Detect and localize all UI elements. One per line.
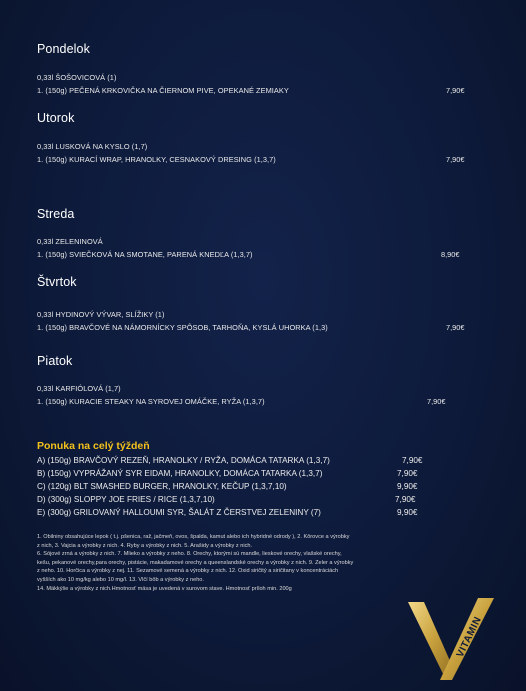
soup-line: 0,33l ŠOŠOVICOVÁ (1)	[37, 73, 117, 82]
allergens-line: 14. Mäkkýše a výrobky z nich.Hmotnosť mäsa je uvedená v surovom stave. Hmotnosť príloh min. 200g	[37, 585, 292, 592]
weekly-item: A) (150g) BRAVČOVÝ REZEŇ, HRANOLKY / RYŽA, DOMÁCA TATARKA (1,3,7)	[37, 456, 330, 465]
price: 7,90€	[446, 155, 465, 164]
weekly-item: D) (300g) SLOPPY JOE FRIES / RICE (1,3,7,10)	[37, 495, 215, 504]
weekly-item-price: 7,90€	[397, 469, 418, 478]
price: 7,90€	[427, 397, 446, 406]
weekly-item: E) (300g) GRILOVANÝ HALLOUMI SYR, ŠALÁT Z ČERSTVEJ ZELENINY (7)	[37, 508, 321, 517]
weekly-item-price: 9,90€	[397, 508, 418, 517]
main-dish-line: 1. (150g) SVIEČKOVÁ NA SMOTANE, PARENÁ KNEDĽA (1,3,7)	[37, 250, 253, 259]
main-dish-line: 1. (150g) KURACIE STEAKY NA SYROVEJ OMÁČKE, RYŽA (1,3,7)	[37, 397, 265, 406]
weekly-item-price: 7,90€	[402, 456, 423, 465]
day-title: Streda	[37, 207, 75, 221]
allergens-line: 6. Sójové zrná a výrobky z nich. 7. Mlieko a výrobky z neho. 8. Orechy, ktorými sú mandle, lieskové orechy, vlašské orechy,	[37, 551, 342, 558]
allergens-line: 1. Obilniny obsahujúce lepok ( t.j. pšenica, raž, jačmeň, ovos, špalda, kamut alebo ich hybridné odrody ), 2. Kôrovce a výrobky	[37, 534, 350, 540]
allergens-legend	[37, 533, 437, 593]
main-dish-line: 1. (150g) BRAVČOVÉ NA NÁMORNÍCKY SPÔSOB, TARHOŇA, KYSLÁ UHORKA (1,3)	[37, 323, 328, 332]
main-dish-line: 1. (150g) KURACÍ WRAP, HRANOLKY, CESNAKOVÝ DRESING (1,3,7)	[37, 155, 276, 164]
day-title: Utorok	[37, 111, 75, 125]
day-title: Štvrtok	[37, 275, 77, 289]
soup-line: 0,33l KARFIÓLOVÁ (1,7)	[37, 384, 121, 393]
day-title: Piatok	[37, 354, 73, 368]
weekly-item: B) (150g) VYPRÁŽANÝ SYR EIDAM, HRANOLKY, DOMÁCA TATARKA (1,3,7)	[37, 469, 323, 478]
allergens-line: z neho. 10. Horčica a výrobky z nej. 11. Sezamové semená a výrobky z nich. 12. Oxid siričitý a siričitany v koncentráciách	[37, 568, 339, 575]
allergens-line: vyšších ako 10 mg/kg alebo 10 mg/l. 13. Vlčí bôb a výrobky z neho.	[37, 576, 204, 583]
weekly-item: C) (120g) BLT SMASHED BURGER, HRANOLKY, KEČUP (1,3,7,10)	[37, 482, 287, 491]
allergens-line: z nich, 3. Vajcia a výrobky z nich. 4. Ryby a výrobky z nich. 5. Arašidy a výrobky z nich.	[37, 542, 253, 549]
weekly-offer-title: Ponuka na celý týždeň	[37, 440, 150, 452]
price: 7,90€	[446, 86, 465, 95]
weekly-item-price: 7,90€	[395, 495, 416, 504]
soup-line: 0,33l HYDINOVÝ VÝVAR, SLÍŽIKY (1)	[37, 310, 165, 319]
vitamin-logo	[406, 596, 498, 682]
day-title: Pondelok	[37, 42, 90, 56]
logo-wordmark: VITAMIN	[454, 615, 484, 660]
soup-line: 0,33l LUSKOVÁ NA KYSLO (1,7)	[37, 142, 148, 151]
allergens-line: kešu, pekanové orechy,para orechy, pistácie, makadamové orechy a queenslandské orechy a výrobky z nich. 9. Zeler a výrobky	[37, 559, 354, 566]
price: 7,90€	[446, 323, 465, 332]
main-dish-line: 1. (150g) PEČENÁ KRKOVIČKA NA ČIERNOM PIVE, OPEKANÉ ZEMIAKY	[37, 86, 289, 95]
soup-line: 0,33l ZELENINOVÁ	[37, 237, 103, 246]
price: 8,90€	[441, 250, 460, 259]
weekly-item-price: 9,90€	[397, 482, 418, 491]
